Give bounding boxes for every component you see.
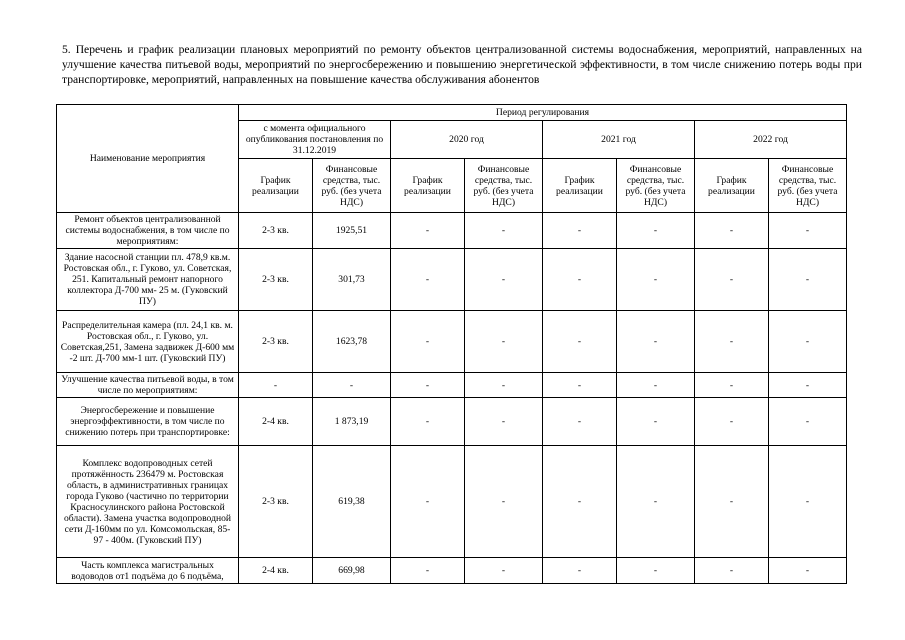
- table-cell: -: [391, 311, 465, 373]
- subheader-schedule: График реализации: [543, 159, 617, 213]
- table-cell: -: [617, 249, 695, 311]
- row-name: Ремонт объектов централизованной системы водоснабжения, в том числе по мероприятиям:: [57, 213, 239, 249]
- table-cell: -: [391, 249, 465, 311]
- subheader-schedule: График реализации: [695, 159, 769, 213]
- table-cell: -: [617, 446, 695, 558]
- table-cell: -: [769, 446, 847, 558]
- table-cell: -: [769, 311, 847, 373]
- subheader-finance: Финансовые средства, тыс. руб. (без учета НДС): [465, 159, 543, 213]
- table-cell: -: [465, 558, 543, 584]
- table-cell: 2-4 кв.: [239, 558, 313, 584]
- table-cell: -: [391, 446, 465, 558]
- table-row: [57, 558, 847, 584]
- table-cell: -: [239, 373, 313, 398]
- table-cell: -: [769, 373, 847, 398]
- table-cell: -: [391, 558, 465, 584]
- table-cell: -: [617, 213, 695, 249]
- column-header-name: Наименование мероприятия: [57, 105, 239, 213]
- row-name: Распределительная камера (пл. 24,1 кв. м. Ростовская обл., г. Гуково, ул. Советская,251, Замена задвижек Д-600 мм -2 шт. Д-700 мм-1 шт. (Гуковский ПУ): [57, 311, 239, 373]
- subheader-schedule: График реализации: [239, 159, 313, 213]
- table-row: [57, 249, 847, 311]
- table-cell: 1925,51: [313, 213, 391, 249]
- table-cell: -: [465, 446, 543, 558]
- row-name: Улучшение качества питьевой воды, в том числе по мероприятиям:: [57, 373, 239, 398]
- table-cell: -: [617, 311, 695, 373]
- header-row-1: [57, 105, 847, 121]
- table-cell: -: [465, 398, 543, 446]
- table-cell: 2-3 кв.: [239, 446, 313, 558]
- table-cell: -: [313, 373, 391, 398]
- table-cell: -: [543, 398, 617, 446]
- table-cell: -: [769, 213, 847, 249]
- table-cell: -: [695, 311, 769, 373]
- table-cell: 2-3 кв.: [239, 311, 313, 373]
- period-group-header: 2022 год: [695, 121, 847, 159]
- table-cell: -: [543, 373, 617, 398]
- subheader-finance: Финансовые средства, тыс. руб. (без учета НДС): [617, 159, 695, 213]
- table-cell: -: [391, 213, 465, 249]
- row-name: Энергосбережение и повышение энергоэффективности, в том числе по снижению потерь при транспортировке:: [57, 398, 239, 446]
- table-cell: -: [465, 213, 543, 249]
- table-cell: 2-3 кв.: [239, 213, 313, 249]
- table-cell: -: [617, 398, 695, 446]
- table-cell: -: [465, 311, 543, 373]
- table-cell: -: [543, 311, 617, 373]
- row-name: Часть комплекса магистральных водоводов от1 подъёма до 6 подъёма,: [57, 558, 239, 584]
- table-cell: -: [695, 213, 769, 249]
- table-cell: 2-3 кв.: [239, 249, 313, 311]
- subheader-finance: Финансовые средства, тыс. руб. (без учета НДС): [769, 159, 847, 213]
- table-cell: -: [695, 373, 769, 398]
- table-row: [57, 446, 847, 558]
- table-cell: 1 873,19: [313, 398, 391, 446]
- table-row: [57, 373, 847, 398]
- table-cell: -: [695, 446, 769, 558]
- section-heading: 5. Перечень и график реализации плановых мероприятий по ремонту объектов централизованной системы водоснабжения, мероприятий, направленных на улучшение качества питьевой воды, мероприятий по энергосбережению и повышению энергетической эффективности, в том числе снижению потерь воды при транспортировке, мероприятий, направленных на повышение качества обслуживания абонентов: [62, 43, 862, 86]
- table-cell: -: [391, 398, 465, 446]
- table-cell: -: [543, 446, 617, 558]
- row-name: Здание насосной станции пл. 478,9 кв.м. Ростовская обл., г. Гуково, ул. Советская, 251. Капитальный ремонт напорного коллектора Д-700 мм- 25 м. (Гуковский ПУ): [57, 249, 239, 311]
- subheader-schedule: График реализации: [391, 159, 465, 213]
- table-cell: -: [769, 558, 847, 584]
- table-cell: -: [617, 558, 695, 584]
- table-cell: 301,73: [313, 249, 391, 311]
- table-cell: -: [695, 398, 769, 446]
- period-group-header: 2020 год: [391, 121, 543, 159]
- table-cell: 669,98: [313, 558, 391, 584]
- table-cell: -: [695, 249, 769, 311]
- subheader-finance: Финансовые средства, тыс. руб. (без учета НДС): [313, 159, 391, 213]
- period-group-header: 2021 год: [543, 121, 695, 159]
- table-cell: -: [543, 213, 617, 249]
- period-header: Период регулирования: [239, 105, 847, 121]
- table-cell: -: [543, 558, 617, 584]
- row-name: Комплекс водопроводных сетей протяжённость 236479 м. Ростовская область, в административных границах города Гуково (частично по территории Красносулинского района Ростовской области). Замена участка водопроводной сети Д-160мм по ул. Комсомольская, 85-97 - 400м. (Гуковский ПУ): [57, 446, 239, 558]
- table-cell: -: [617, 373, 695, 398]
- table-cell: -: [465, 373, 543, 398]
- table-cell: 619,38: [313, 446, 391, 558]
- table-row: [57, 311, 847, 373]
- period-group-header: с момента официального опубликования постановления по 31.12.2019: [239, 121, 391, 159]
- table-row: [57, 213, 847, 249]
- table-cell: -: [769, 398, 847, 446]
- table-cell: 1623,78: [313, 311, 391, 373]
- table-cell: 2-4 кв.: [239, 398, 313, 446]
- table-cell: -: [543, 249, 617, 311]
- table-cell: -: [465, 249, 543, 311]
- table-cell: -: [391, 373, 465, 398]
- table-cell: -: [695, 558, 769, 584]
- table-cell: -: [769, 249, 847, 311]
- activities-table: [56, 104, 847, 584]
- table-row: [57, 398, 847, 446]
